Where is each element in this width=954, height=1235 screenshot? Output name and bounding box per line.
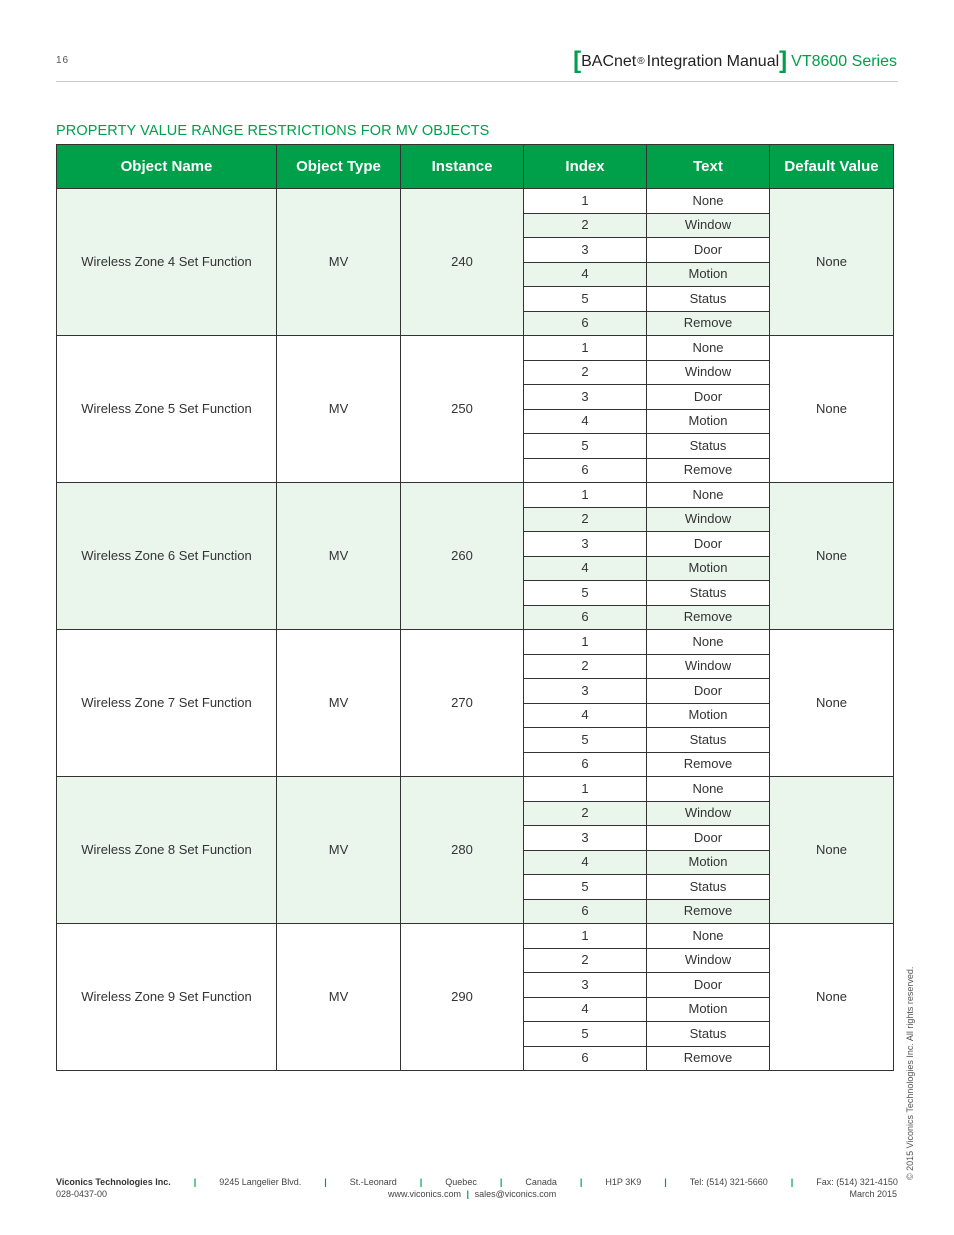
text-cell: Motion [647, 850, 770, 875]
column-header-default-value: Default Value [770, 145, 894, 189]
object-type-cell: MV [277, 189, 401, 336]
table-header-row [57, 145, 894, 189]
table-row [57, 777, 894, 802]
registered-mark: ® [637, 55, 645, 67]
footer-city: St.-Leonard [349, 1177, 397, 1187]
footer-company: Viconics Technologies Inc. [56, 1177, 171, 1187]
text-cell: Window [647, 213, 770, 238]
index-cell: 4 [524, 997, 647, 1022]
footer-telephone: Tel: (514) 321-5660 [689, 1177, 768, 1187]
text-cell: Window [647, 801, 770, 826]
table-row [57, 336, 894, 361]
default-value-cell: None [770, 924, 894, 1071]
text-cell: Window [647, 654, 770, 679]
section-title: PROPERTY VALUE RANGE RESTRICTIONS FOR MV OBJECTS [56, 123, 490, 139]
footer-separator: | [790, 1177, 794, 1187]
text-cell: Status [647, 875, 770, 900]
table-row [57, 483, 894, 508]
object-type-cell: MV [277, 336, 401, 483]
footer-separator: | [579, 1177, 583, 1187]
footer-separator: | [664, 1177, 667, 1187]
text-cell: Window [647, 360, 770, 385]
index-cell: 6 [524, 752, 647, 777]
default-value-cell: None [770, 189, 894, 336]
instance-cell: 240 [401, 189, 524, 336]
index-cell: 2 [524, 948, 647, 973]
footer-email-link[interactable]: sales@viconics.com [474, 1189, 557, 1199]
index-cell: 1 [524, 483, 647, 508]
header-divider [56, 81, 898, 82]
column-header-index: Index [524, 145, 647, 189]
footer-postal-code: H1P 3K9 [605, 1177, 642, 1187]
index-cell: 1 [524, 777, 647, 802]
default-value-cell: None [770, 483, 894, 630]
text-cell: Door [647, 238, 770, 263]
index-cell: 6 [524, 458, 647, 483]
text-cell: Motion [647, 409, 770, 434]
index-cell: 5 [524, 875, 647, 900]
object-name-cell: Wireless Zone 6 Set Function [57, 483, 277, 630]
column-header-text: Text [647, 145, 770, 189]
footer-contact-line [56, 1177, 898, 1187]
text-cell: None [647, 777, 770, 802]
object-type-cell: MV [277, 777, 401, 924]
index-cell: 3 [524, 238, 647, 263]
object-type-cell: MV [277, 483, 401, 630]
index-cell: 5 [524, 434, 647, 459]
instance-cell: 280 [401, 777, 524, 924]
text-cell: Motion [647, 703, 770, 728]
text-cell: Remove [647, 605, 770, 630]
index-cell: 3 [524, 679, 647, 704]
object-type-cell: MV [277, 630, 401, 777]
text-cell: Window [647, 507, 770, 532]
index-cell: 6 [524, 605, 647, 630]
footer-date: March 2015 [849, 1189, 897, 1199]
object-type-cell: MV [277, 924, 401, 1071]
footer-website-link[interactable]: www.viconics.com [388, 1189, 462, 1199]
footer-address: 9245 Langelier Blvd. [219, 1177, 302, 1187]
index-cell: 4 [524, 703, 647, 728]
index-cell: 2 [524, 507, 647, 532]
column-header-object-name: Object Name [57, 145, 277, 189]
object-name-cell: Wireless Zone 5 Set Function [57, 336, 277, 483]
index-cell: 1 [524, 189, 647, 214]
footer-document-code: 028-0437-00 [56, 1189, 108, 1199]
index-cell: 5 [524, 728, 647, 753]
left-bracket-icon: [ [573, 47, 582, 74]
index-cell: 2 [524, 213, 647, 238]
series-name: VT8600 Series [791, 53, 897, 70]
object-name-cell: Wireless Zone 8 Set Function [57, 777, 277, 924]
text-cell: Remove [647, 1046, 770, 1071]
text-cell: Motion [647, 262, 770, 287]
text-cell: None [647, 336, 770, 361]
text-cell: Door [647, 973, 770, 998]
manual-header [573, 47, 897, 74]
default-value-cell: None [770, 777, 894, 924]
index-cell: 2 [524, 801, 647, 826]
index-cell: 5 [524, 1022, 647, 1047]
index-cell: 4 [524, 556, 647, 581]
footer-separator: | [466, 1189, 470, 1199]
text-cell: None [647, 189, 770, 214]
text-cell: Remove [647, 311, 770, 336]
footer-separator: | [324, 1177, 327, 1187]
text-cell: Door [647, 532, 770, 557]
text-cell: Remove [647, 899, 770, 924]
text-cell: None [647, 924, 770, 949]
column-header-instance: Instance [401, 145, 524, 189]
index-cell: 6 [524, 899, 647, 924]
text-cell: Motion [647, 997, 770, 1022]
default-value-cell: None [770, 336, 894, 483]
page-number: 16 [56, 55, 70, 66]
text-cell: Door [647, 826, 770, 851]
text-cell: Door [647, 679, 770, 704]
text-cell: Remove [647, 458, 770, 483]
text-cell: Motion [647, 556, 770, 581]
index-cell: 3 [524, 826, 647, 851]
object-name-cell: Wireless Zone 4 Set Function [57, 189, 277, 336]
mv-restrictions-table [56, 144, 894, 1071]
default-value-cell: None [770, 630, 894, 777]
text-cell: Window [647, 948, 770, 973]
right-bracket-icon: ] [779, 47, 788, 74]
footer-web-email [388, 1189, 556, 1199]
footer-separator: | [499, 1177, 503, 1187]
column-header-object-type: Object Type [277, 145, 401, 189]
index-cell: 5 [524, 581, 647, 606]
instance-cell: 250 [401, 336, 524, 483]
text-cell: Door [647, 385, 770, 410]
index-cell: 2 [524, 654, 647, 679]
index-cell: 4 [524, 409, 647, 434]
index-cell: 5 [524, 287, 647, 312]
table-row [57, 630, 894, 655]
manual-title-rest: Integration Manual [646, 53, 780, 70]
object-name-cell: Wireless Zone 9 Set Function [57, 924, 277, 1071]
index-cell: 3 [524, 532, 647, 557]
text-cell: Status [647, 728, 770, 753]
index-cell: 3 [524, 973, 647, 998]
index-cell: 4 [524, 850, 647, 875]
instance-cell: 270 [401, 630, 524, 777]
table-body [57, 189, 894, 1071]
index-cell: 1 [524, 336, 647, 361]
index-cell: 1 [524, 924, 647, 949]
footer-country: Canada [525, 1177, 557, 1187]
index-cell: 6 [524, 1046, 647, 1071]
instance-cell: 260 [401, 483, 524, 630]
footer-province: Quebec [445, 1177, 477, 1187]
text-cell: None [647, 630, 770, 655]
object-name-cell: Wireless Zone 7 Set Function [57, 630, 277, 777]
text-cell: Status [647, 1022, 770, 1047]
index-cell: 6 [524, 311, 647, 336]
text-cell: Status [647, 434, 770, 459]
table-row [57, 189, 894, 214]
text-cell: Status [647, 581, 770, 606]
index-cell: 2 [524, 360, 647, 385]
instance-cell: 290 [401, 924, 524, 1071]
text-cell: None [647, 483, 770, 508]
text-cell: Status [647, 287, 770, 312]
footer-separator: | [419, 1177, 423, 1187]
footer-fax: Fax: (514) 321-4150 [816, 1177, 898, 1187]
table-row [57, 924, 894, 949]
index-cell: 4 [524, 262, 647, 287]
index-cell: 1 [524, 630, 647, 655]
index-cell: 3 [524, 385, 647, 410]
copyright-notice: © 2015 Viconics Technologies Inc. All rights reserved. [905, 966, 915, 1180]
manual-title-bacnet: BACnet [581, 53, 637, 70]
text-cell: Remove [647, 752, 770, 777]
footer-separator: | [193, 1177, 197, 1187]
